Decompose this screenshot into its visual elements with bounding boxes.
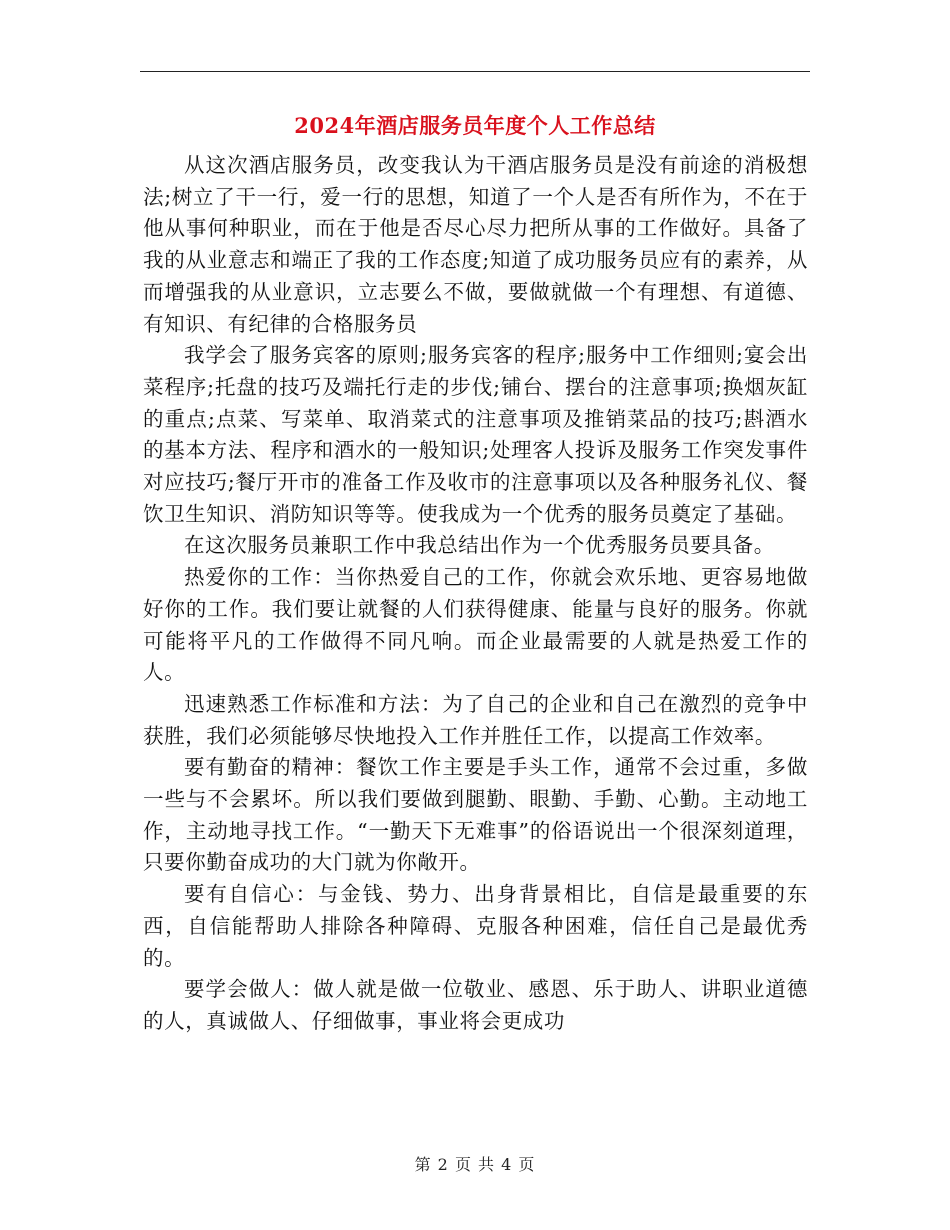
paragraph: 要有勤奋的精神：餐饮工作主要是手头工作，通常不会过重，多做一些与不会累坏。所以我们要做到腿勤、眼勤、手勤、心勤。主动地工作，主动地寻找工作。“一勤天下无难事”的俗语说出一个很深刻道理，只要你勤奋成功的大门就为你敞开。	[143, 755, 808, 875]
paragraph: 从这次酒店服务员，改变我认为干酒店服务员是没有前途的消极想法;树立了干一行，爱一行的思想，知道了一个人是否有所作为，不在于他从事何种职业，而在于他是否尽心尽力把所从事的工作做好。具备了我的从业意志和端正了我的工作态度;知道了成功服务员应有的素养，从而增强我的从业意识，立志要么不做，要做就做一个有理想、有道德、有知识、有纪律的合格服务员	[143, 153, 808, 336]
paragraph: 在这次服务员兼职工作中我总结出作为一个优秀服务员要具备。	[184, 533, 775, 558]
document-title: 2024年酒店服务员年度个人工作总结	[294, 113, 656, 138]
header-rule	[140, 71, 810, 72]
paragraph: 热爱你的工作：当你热爱自己的工作，你就会欢乐地、更容易地做好你的工作。我们要让就餐的人们获得健康、能量与良好的服务。你就可能将平凡的工作做得不同凡响。而企业最需要的人就是热爱工作的人。	[143, 565, 808, 685]
document-body	[143, 150, 808, 1038]
page-number-footer: 第 2 页 共 4 页	[414, 1155, 536, 1174]
paragraph: 我学会了服务宾客的原则;服务宾客的程序;服务中工作细则;宴会出菜程序;托盘的技巧及端托行走的步伐;铺台、摆台的注意事项;换烟灰缸的重点;点菜、写菜单、取消菜式的注意事项及推销菜品的技巧;斟酒水的基本方法、程序和酒水的一般知识;处理客人投诉及服务工作突发事件对应技巧;餐厅开市的准备工作及收市的注意事项以及各种服务礼仪、餐饮卫生知识、消防知识等等。使我成为一个优秀的服务员奠定了基础。	[143, 343, 808, 526]
paragraph: 要有自信心：与金钱、势力、出身背景相比，自信是最重要的东西，自信能帮助人排除各种障碍、克服各种困难，信任自己是最优秀的。	[143, 882, 808, 970]
paragraph: 迅速熟悉工作标准和方法：为了自己的企业和自己在激烈的竞争中获胜，我们必须能够尽快地投入工作并胜任工作，以提高工作效率。	[143, 691, 808, 748]
paragraph: 要学会做人：做人就是做一位敬业、感恩、乐于助人、讲职业道德的人，真诚做人、仔细做事，事业将会更成功	[143, 977, 808, 1033]
